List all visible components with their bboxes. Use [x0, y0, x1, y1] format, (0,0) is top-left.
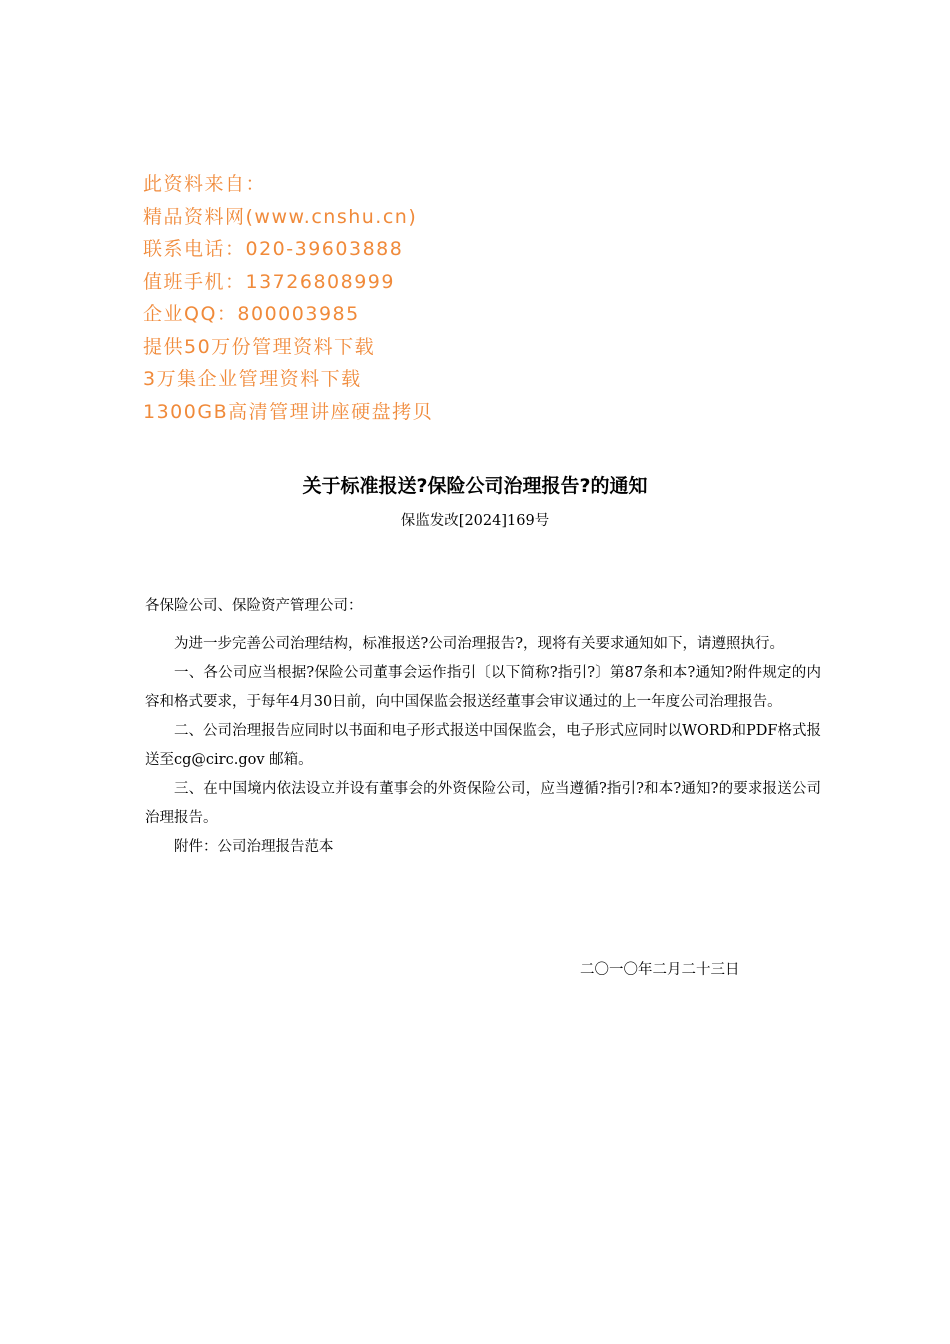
document-date: 二〇一〇年二月二十三日	[580, 962, 740, 978]
ad-line-website: 精品资料网(www.cnshu.cn)	[143, 205, 418, 228]
paragraph-item-2: 二、公司治理报告应同时以书面和电子形式报送中国保监会，电子形式应同时以WORD和PDF格式报送至cg@circ.gov 邮箱。	[145, 723, 821, 768]
paragraph-intro: 为进一步完善公司治理结构，标准报送?公司治理报告?，现将有关要求通知如下，请遵照执行。	[174, 636, 785, 652]
ad-line-phone: 联系电话：020-39603888	[143, 238, 404, 260]
paragraph-attachment: 附件：公司治理报告范本	[174, 839, 334, 855]
document-title: 关于标准报送?保险公司治理报告?的通知	[302, 475, 648, 497]
document-body	[145, 630, 821, 862]
ad-line-mobile: 值班手机：13726808999	[143, 270, 395, 293]
ad-line-source: 此资料来自：	[143, 173, 267, 195]
paragraph-item-3: 三、在中国境内依法设立并设有董事会的外资保险公司，应当遵循?指引?和本?通知?的要求报送公司治理报告。	[145, 781, 821, 826]
ad-line-offer-3: 1300GB高清管理讲座硬盘拷贝	[143, 400, 434, 423]
ad-line-qq: 企业QQ：800003985	[143, 303, 360, 325]
ad-line-offer-2: 3万集企业管理资料下载	[143, 368, 362, 390]
document-number: 保监发改[2024]169号	[400, 513, 550, 529]
source-ad-block	[143, 168, 433, 428]
salutation: 各保险公司、保险资产管理公司：	[145, 598, 363, 614]
ad-line-offer-1: 提供50万份管理资料下载	[143, 335, 376, 358]
paragraph-item-1: 一、各公司应当根据?保险公司董事会运作指引〔以下简称?指引?〕第87条和本?通知?附件规定的内容和格式要求，于每年4月30日前，向中国保监会报送经董事会审议通过的上一年度公司治理报告。	[145, 665, 821, 710]
